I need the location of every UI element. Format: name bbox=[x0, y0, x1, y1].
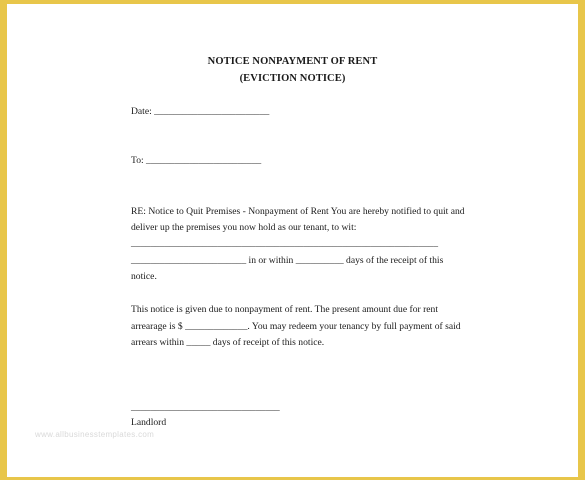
document-page bbox=[7, 4, 578, 477]
date-field-line: Date: ________________________ bbox=[131, 106, 270, 117]
signature-line: _______________________________ bbox=[131, 402, 280, 413]
to-field-line: To: ________________________ bbox=[131, 155, 262, 166]
watermark-text: www.allbusinesstemplates.com bbox=[35, 430, 155, 439]
notice-title: NOTICE NONPAYMENT OF RENT bbox=[207, 56, 378, 67]
premises-blank-line: ________________________________________________________________ bbox=[131, 238, 438, 249]
due-paragraph-line-1: This notice is given due to nonpayment of rent. The present amount due for rent bbox=[131, 304, 439, 315]
re-paragraph-line-1: RE: Notice to Quit Premises - Nonpayment of Rent You are hereby notified to quit and bbox=[131, 206, 465, 217]
due-paragraph-line-2: arrearage is $ _____________. You may redeem your tenancy by full payment of said bbox=[131, 321, 461, 332]
within-days-line: ________________________ in or within __________ days of the receipt of this bbox=[131, 255, 444, 266]
due-paragraph-line-3: arrears within _____ days of receipt of this notice. bbox=[131, 337, 325, 348]
signature-label: Landlord bbox=[131, 417, 167, 428]
notice-subtitle: (EVICTION NOTICE) bbox=[239, 73, 346, 84]
notice-word-line: notice. bbox=[131, 271, 157, 282]
re-paragraph-line-2: deliver up the premises you now hold as our tenant, to wit: bbox=[131, 222, 357, 233]
